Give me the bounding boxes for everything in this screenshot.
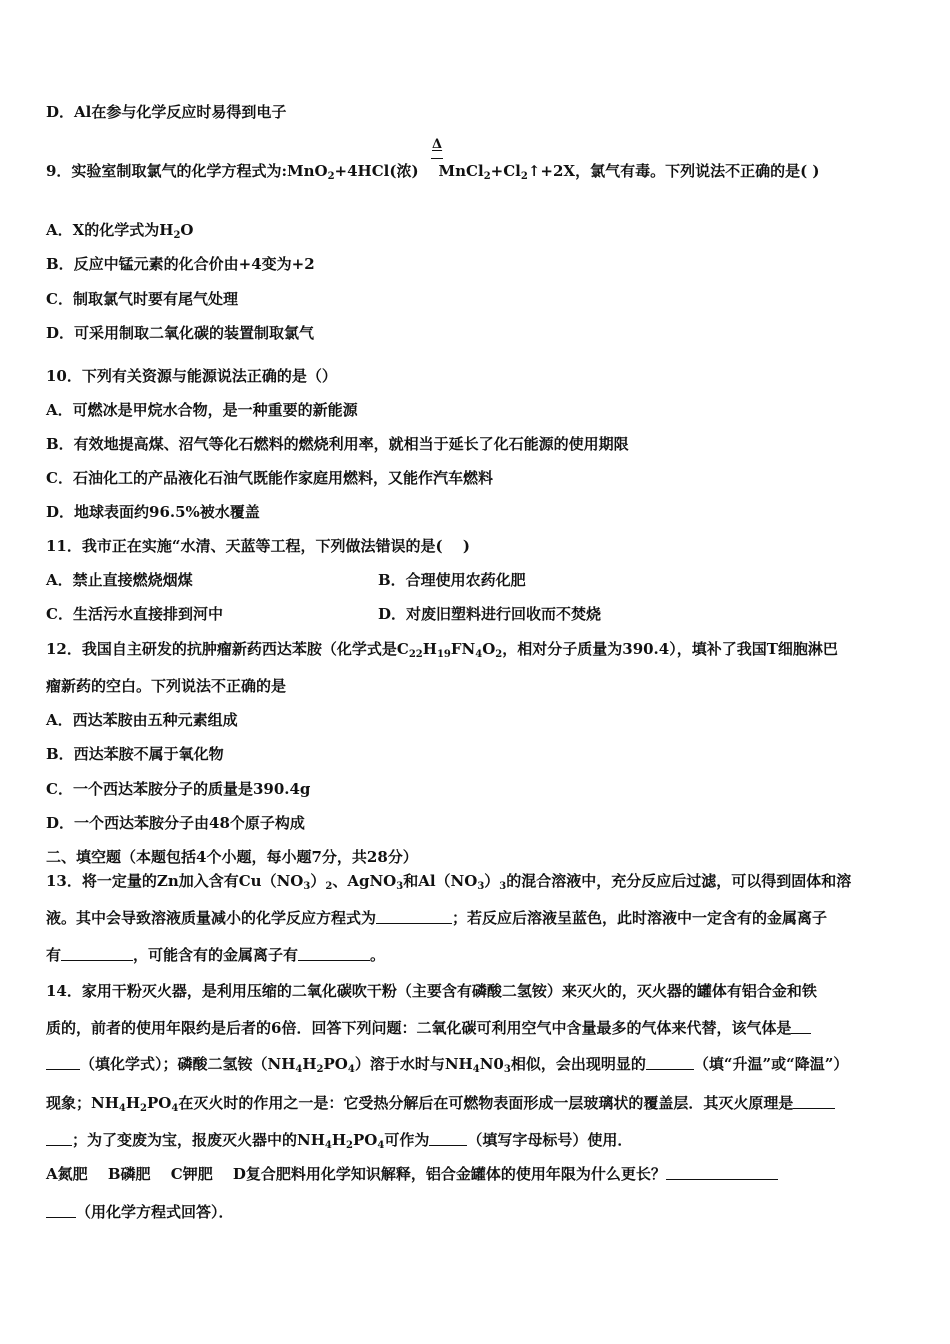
q11-option-c: C．生活污水直接排到河中 [46, 605, 223, 623]
heating-condition: Δ [432, 137, 443, 152]
q14-line6: A氮肥 B磷肥 C钾肥 D复合肥料用化学知识解释，铝合金罐体的使用年限为什么更长？ [46, 1164, 778, 1184]
q13-line2: 液。其中会导致溶液质量减小的化学反应方程式为 ；若反应后溶液呈蓝色，此时溶液中一定含有的金属离子 [46, 909, 828, 927]
answer-blank-fertilizer[interactable] [429, 1131, 467, 1146]
answer-blank-gas-b[interactable] [46, 1055, 80, 1070]
q12-option-c: C．一个西达苯胺分子的质量是390.4g [46, 780, 311, 798]
q11-option-d: D．对废旧塑料进行回收而不焚烧 [378, 605, 602, 623]
q11-stem: 11．我市正在实施“水清、天蓝等工程，下列做法错误的是( ) [46, 537, 470, 555]
answer-blank-ions-possible[interactable] [298, 946, 370, 961]
answer-blank-equation[interactable] [376, 909, 452, 924]
q11-option-b: B．合理使用农药化肥 [378, 571, 526, 589]
q14-line2: 质的，前者的使用年限约是后者的6倍．回答下列问题：二氧化碳可利用空气中含量最多的气体来代替，该气体是 [46, 1018, 811, 1038]
q12-option-a: A．西达苯胺由五种元素组成 [46, 711, 238, 729]
q12-option-d: D．一个西达苯胺分子由48个原子构成 [46, 814, 305, 832]
answer-blank-principle-b[interactable] [46, 1131, 72, 1146]
q9-option-d: D．可采用制取二氧化碳的装置制取氯气 [46, 324, 315, 342]
answer-blank-principle-a[interactable] [793, 1094, 835, 1109]
reaction-arrow [431, 158, 443, 159]
q12-option-b: B．西达苯胺不属于氧化物 [46, 745, 224, 763]
q13-line3: 有 ，可能含有的金属离子有 。 [46, 946, 386, 964]
q8-option-d: D．Al在参与化学反应时易得到电子 [46, 103, 287, 121]
q9-option-c: C．制取氯气时要有尾气处理 [46, 290, 238, 308]
q10-option-a: A．可燃冰是甲烷水合物，是一种重要的新能源 [46, 401, 358, 419]
answer-blank-temperature[interactable] [646, 1055, 694, 1070]
q10-option-d: D．地球表面约96.5%被水覆盖 [46, 503, 260, 521]
q10-option-b: B．有效地提高煤、沼气等化石燃料的燃烧利用率，就相当于延长了化石能源的使用期限 [46, 435, 629, 453]
answer-blank-reason-b[interactable] [46, 1203, 76, 1218]
q9-option-b: B．反应中锰元素的化合价由+4变为+2 [46, 255, 315, 273]
q14-line4: 现象；$NH_4H_2PO_4$在灭火时的作用之一是：它受热分解后在可燃物表面形成一层玻璃状的覆盖层．其灭火原理是 [46, 1093, 835, 1113]
q14-line3: （填化学式）；磷酸二氢铵$(NH_4H_2PO_4)$溶于水时与$NH_4N0_3$相似，会出现明显的 （填“升温”或“降温”） [46, 1054, 848, 1074]
answer-blank-reason-a[interactable] [666, 1165, 778, 1180]
section-title: 二、填空题（本题包括4个小题，每小题7分，共28分） [46, 848, 418, 866]
q13-line1: 13．将一定量的Zn加入含有$Cu(NO_3)_2$、AgNO$_3$和$Al(NO_3)_3$的混合溶液中，充分反应后过滤，可以得到固体和溶 [46, 872, 852, 892]
q9-stem: 9．实验室制取氯气的化学方程式为:MnO$_2$+4HCl(浓) $MnCl_2+Cl_2↑+2X$，氯气有毒。下列说法不正确的是( ) [46, 162, 820, 182]
q14-line5: ；为了变废为宝，报废灭火器中的$NH_4H_2PO_4$可作为 （填写字母标号）使用． [46, 1130, 632, 1150]
q12-stem-line1: 12．我国自主研发的抗肿瘤新药西达苯胺（化学式是$C_{22}H_{19}FN_4O_2$，相对分子质量为390.4），填补了我国T细胞淋巴 [46, 640, 838, 660]
q11-option-a: A．禁止直接燃烧烟煤 [46, 571, 193, 589]
answer-blank-ions-certain[interactable] [61, 946, 133, 961]
q10-stem: 10．下列有关资源与能源说法正确的是（） [46, 367, 337, 385]
q9-option-a: A．X的化学式为$H_2O$ [46, 221, 194, 241]
answer-blank-gas-a[interactable] [791, 1019, 811, 1034]
q14-line1: 14．家用干粉灭火器，是利用压缩的二氧化碳吹干粉（主要含有磷酸二氢铵）来灭火的，灭火器的罐体有铝合金和铁 [46, 982, 817, 1000]
q12-stem-line2: 瘤新药的空白。下列说法不正确的是 [46, 677, 287, 695]
q14-line7: （用化学方程式回答）． [46, 1202, 234, 1222]
q10-option-c: C．石油化工的产品液化石油气既能作家庭用燃料，又能作汽车燃料 [46, 469, 493, 487]
